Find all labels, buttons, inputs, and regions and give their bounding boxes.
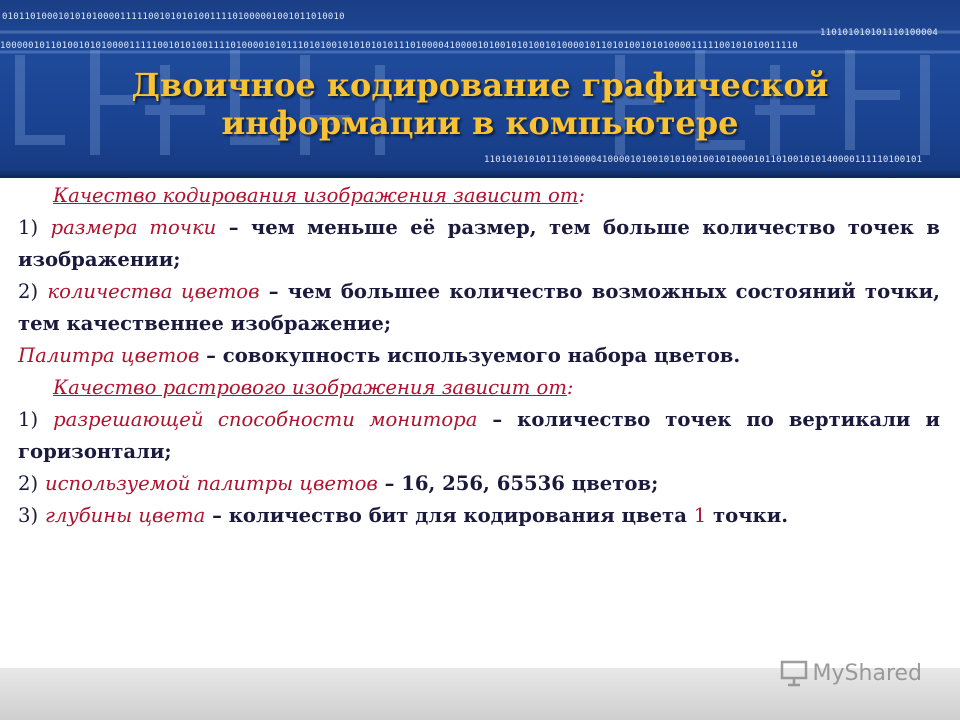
header-banner — [0, 0, 960, 178]
definition-text: – совокупность используемого набора цветов. — [199, 344, 741, 367]
heading-raster-quality: Качество растрового изображения зависит от — [53, 376, 567, 399]
binary-text-row: 110101010101110100004100001010010101001001010000101101001010140000111110100101 — [484, 155, 923, 165]
presentation-board-icon — [779, 659, 809, 687]
item-number: 1) — [18, 216, 39, 239]
title-line-2: информации в компьютере — [221, 104, 739, 142]
term-color-count: количества цветов — [47, 280, 260, 303]
term-point-size: размера точки — [50, 216, 217, 239]
item-description: – количество бит для кодирования цвета — [205, 504, 694, 527]
colon: : — [578, 184, 585, 207]
term-used-palette: используемой палитры цветов — [44, 472, 378, 495]
definition-palette — [18, 340, 940, 372]
binary-text-row: 1000001011010010101000011111001010100111101000010101110101001010101010111010000410000101001010100101000010110101001010100001111100101010011110 — [0, 41, 798, 51]
slide-title — [0, 66, 960, 142]
binary-text-row: 110101010101110100004 — [820, 28, 938, 38]
item-description: – чем большее количество возможных состояний точки, тем качественнее изображение; — [18, 280, 940, 335]
list-item-palette — [18, 468, 940, 500]
highlight-number: 1 — [693, 504, 707, 527]
watermark — [779, 656, 922, 690]
item-description: – 16, 256, 65536 цветов; — [377, 472, 659, 495]
item-description-end: точки. — [706, 504, 789, 527]
watermark-text: MyShared — [812, 660, 922, 686]
binary-text-row: 0101101000101010100001111100101010100111101000001001011010010 — [2, 12, 345, 22]
slide-body — [18, 180, 940, 532]
item-number: 2) — [18, 472, 39, 495]
item-number: 2) — [18, 280, 39, 303]
paragraph-quality-coding — [18, 180, 940, 212]
item-description: – чем меньше её размер, тем больше количество точек в изображении; — [18, 216, 940, 271]
list-item-resolution — [18, 404, 940, 468]
term-color-depth: глубины цвета — [44, 504, 206, 527]
item-description: – количество точек по вертикали и горизонтали; — [18, 408, 940, 463]
colon: : — [566, 376, 574, 399]
list-item-color-count — [18, 276, 940, 340]
title-line-1: Двоичное кодирование графической — [131, 66, 829, 104]
paragraph-raster-quality — [18, 372, 940, 404]
term-resolution: разрешающей способности монитора — [53, 408, 478, 431]
list-item-color-depth — [18, 500, 940, 532]
list-item-point-size — [18, 212, 940, 276]
item-number: 3) — [18, 504, 39, 527]
heading-coding-quality: Качество кодирования изображения зависит от — [53, 184, 579, 207]
term-palette: Палитра цветов — [18, 344, 200, 367]
item-number: 1) — [18, 408, 39, 431]
